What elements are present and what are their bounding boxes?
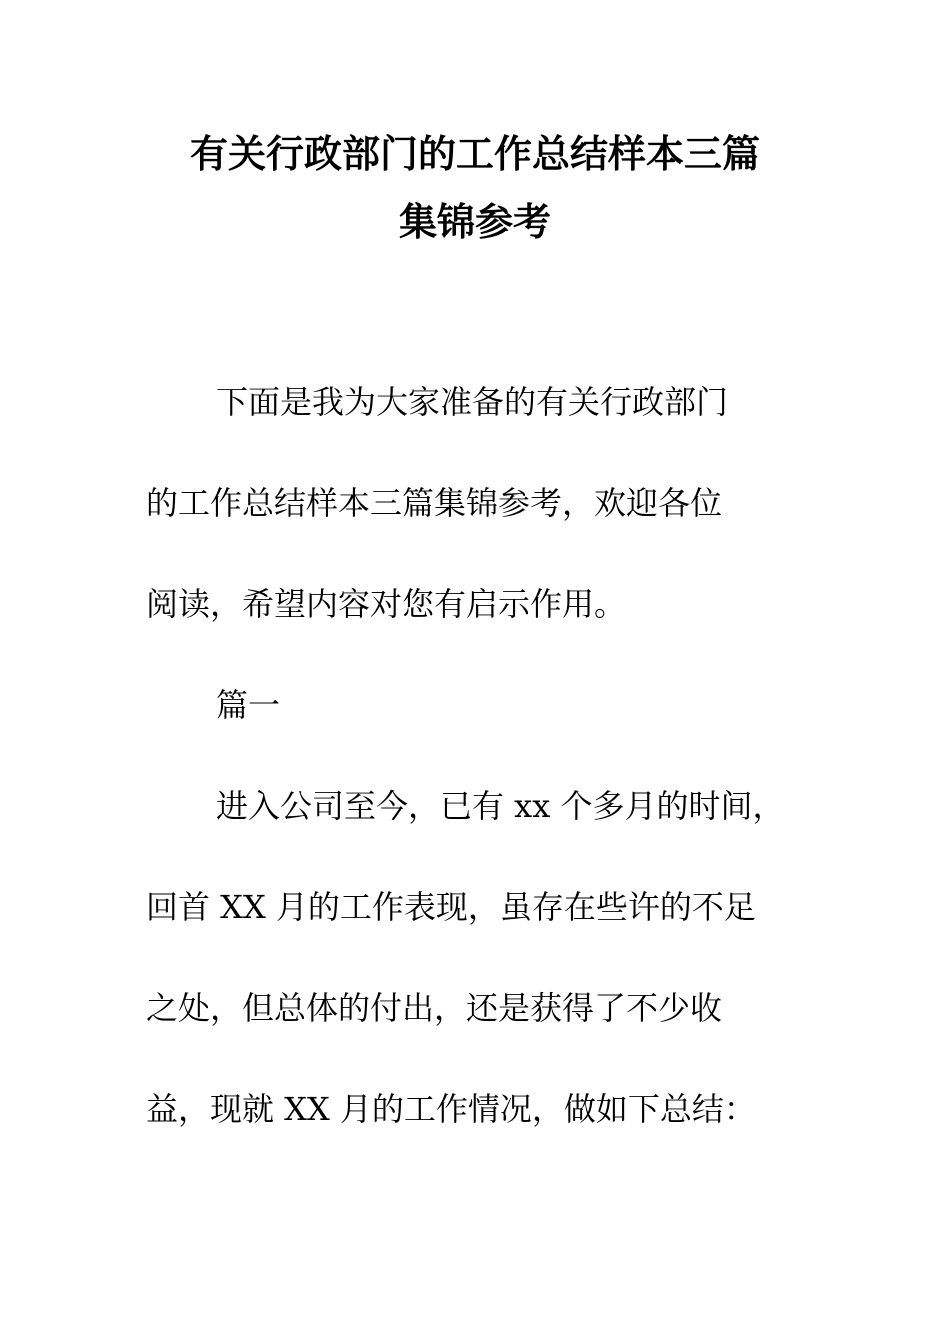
- section-heading-1: 篇一: [216, 686, 281, 724]
- body-line-8: 益，现就 XX 月的工作情况，做如下总结：: [146, 1090, 756, 1128]
- body-line-6: 回首 XX 月的工作表现，虽存在些许的不足: [146, 888, 756, 926]
- body-line-3: 阅读，希望内容对您有启示作用。: [146, 585, 627, 623]
- body-line-2: 的工作总结样本三篇集锦参考，欢迎各位: [146, 484, 723, 522]
- body-line-7: 之处，但总体的付出，还是获得了不少收: [146, 989, 723, 1027]
- document-title: [0, 120, 950, 256]
- body-line-1: 下面是我为大家准备的有关行政部门: [216, 383, 729, 421]
- title-line-2: 集锦参考: [398, 200, 551, 244]
- document-body: [146, 352, 826, 1160]
- body-line-5: 进入公司至今，已有 xx 个多月的时间，: [216, 787, 785, 825]
- title-line-1: 有关行政部门的工作总结样本三篇: [189, 132, 760, 176]
